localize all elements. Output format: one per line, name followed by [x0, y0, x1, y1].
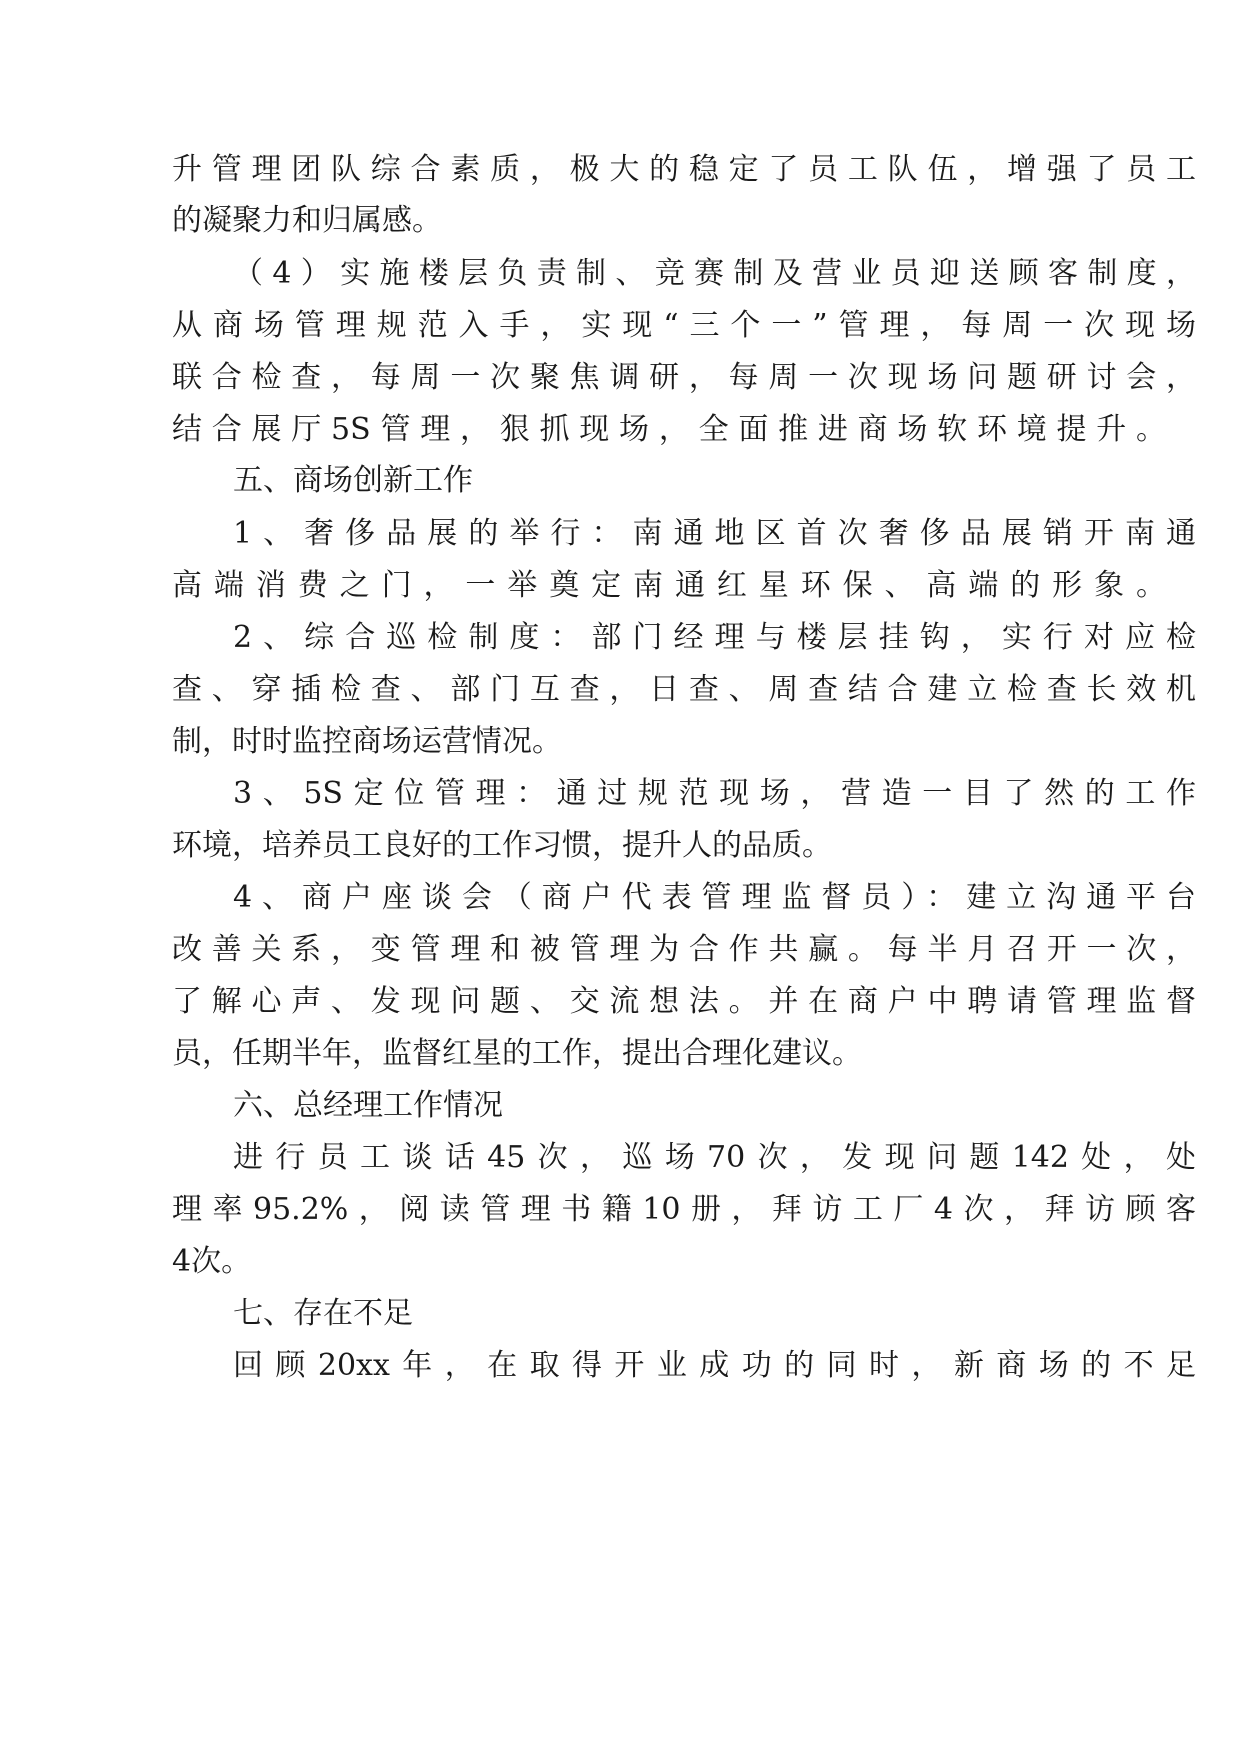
text-line-1: 升管理团队综合素质，极大的稳定了员工队伍，增强了员工	[172, 152, 1196, 187]
text-line-11: 查、穿插检查、部门互查，日查、周查结合建立检查长效机	[172, 672, 1196, 707]
text-line-6: 结合展厅5S管理，狠抓现场，全面推进商场软环境提升。	[172, 412, 1166, 447]
text-line-2: 的凝聚力和归属感。	[172, 203, 442, 238]
text-line-16: 改善关系，变管理和被管理为合作共赢。每半月召开一次，	[172, 932, 1196, 967]
section-heading-7: 七、存在不足	[233, 1296, 413, 1331]
section-heading-6: 六、总经理工作情况	[233, 1088, 503, 1123]
section-heading-5: 五、商场创新工作	[233, 463, 473, 498]
text-line-3: （4）实施楼层负责制、竞赛制及营业员迎送顾客制度，	[233, 256, 1196, 291]
text-line-18: 员，任期半年，监督红星的工作，提出合理化建议。	[172, 1036, 862, 1071]
text-line-12: 制，时时监控商场运营情况。	[172, 724, 562, 759]
text-line-5: 联合检查，每周一次聚焦调研，每周一次现场问题研讨会，	[172, 360, 1196, 395]
text-line-15: 4、商户座谈会（商户代表管理监督员）：建立沟通平台	[233, 880, 1196, 915]
text-line-8: 1、奢侈品展的举行：南通地区首次奢侈品展销开南通	[233, 516, 1196, 551]
text-line-14: 环境，培养员工良好的工作习惯，提升人的品质。	[172, 828, 832, 863]
text-line-24: 回顾20xx年，在取得开业成功的同时，新商场的不足	[233, 1348, 1196, 1383]
text-line-4: 从商场管理规范入手，实现“三个一”管理，每周一次现场	[172, 308, 1196, 343]
text-line-10: 2、综合巡检制度：部门经理与楼层挂钩，实行对应检	[233, 620, 1196, 655]
text-line-22: 4次。	[172, 1244, 252, 1279]
text-line-21: 理率95.2%，阅读管理书籍10册，拜访工厂4次，拜访顾客	[172, 1192, 1196, 1227]
text-line-20: 进行员工谈话45次，巡场70次，发现问题142处，处	[233, 1140, 1196, 1175]
text-line-17: 了解心声、发现问题、交流想法。并在商户中聘请管理监督	[172, 984, 1196, 1019]
text-line-9: 高端消费之门，一举奠定南通红星环保、高端的形象。	[172, 568, 1166, 603]
text-line-13: 3、5S定位管理：通过规范现场，营造一目了然的工作	[233, 776, 1196, 811]
